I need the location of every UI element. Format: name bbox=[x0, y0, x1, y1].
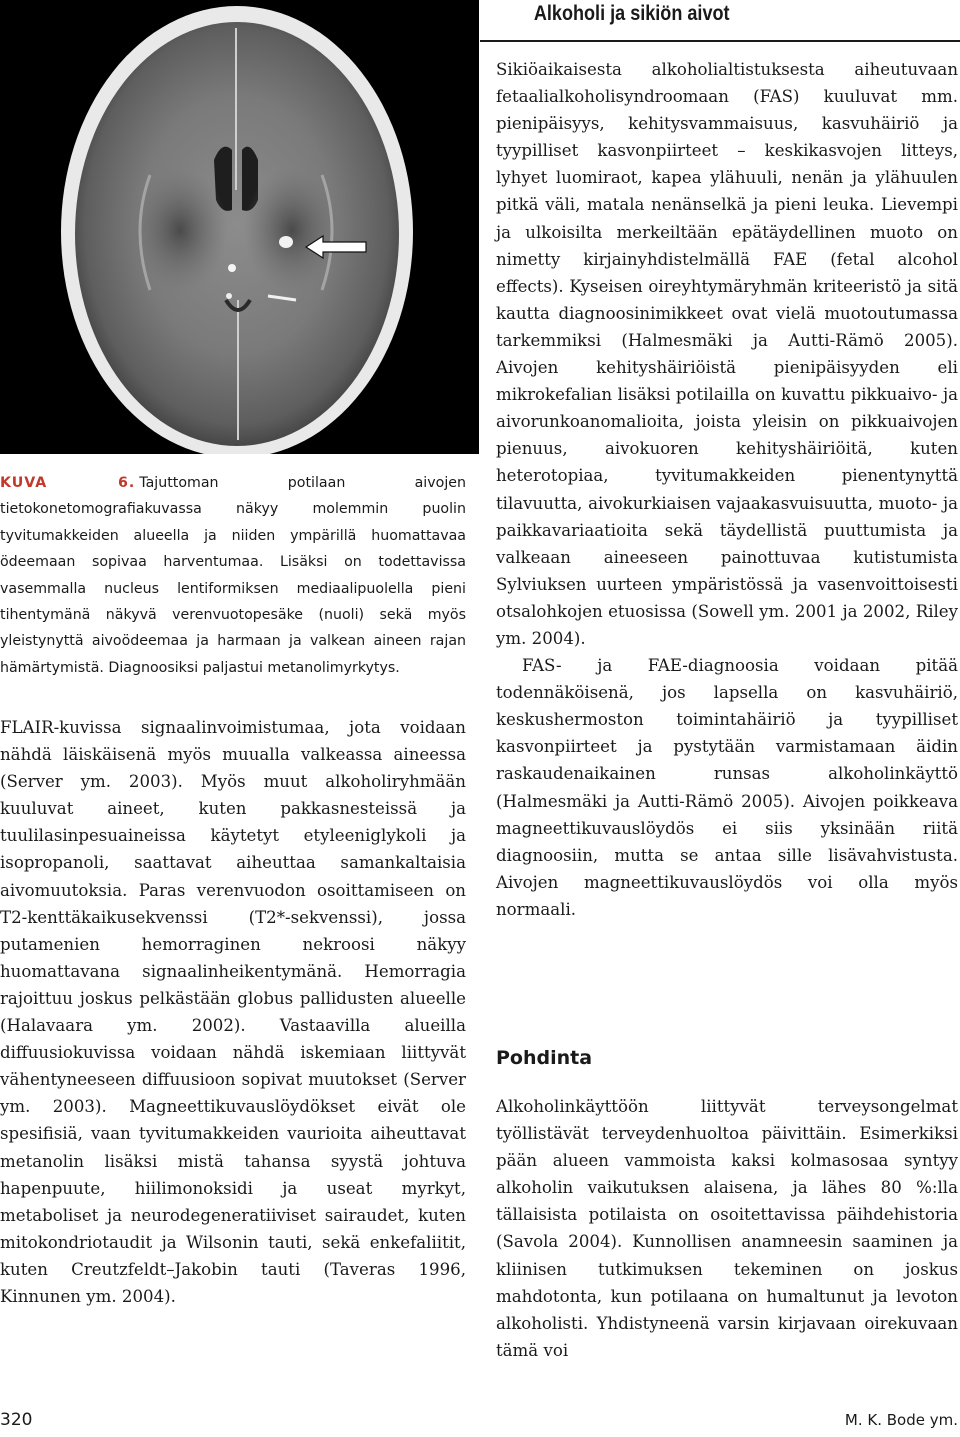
footer-author: M. K. Bode ym. bbox=[844, 1411, 958, 1429]
figure-caption-text: Tajuttoman potilaan aivojen tietokonetomografiakuvassa näkyy molemmin puolin tyvitumakkeiden alueella ja niiden ympärillä huomattavaa ödeemaan sopivaa harventumaa. Lisäksi on todettavissa vasemmalla nucleus lentiformiksen mediaalipuolella pieni tihentymänä näkyvä verenvuotopesäke (nuoli) sekä myös yleistynyttä aivoödeemaa ja harmaan ja valkean aineen rajan hämärtymistä. Diagnoosiksi paljastui metanolimyrkytys. bbox=[0, 475, 466, 676]
ct-scan-image bbox=[0, 0, 479, 454]
ct-scan-figure bbox=[0, 0, 479, 454]
right-column bbox=[496, 56, 958, 923]
right-column-lower bbox=[496, 1093, 958, 1364]
section-heading: Pohdinta bbox=[496, 1047, 593, 1069]
hemorrhage-focus bbox=[279, 236, 293, 248]
figure-label: KUVA 6. bbox=[0, 475, 136, 491]
right-paragraph-1: Sikiöaikaisesta alkoholialtistuksesta aiheutuvaan fetaalialkoholisyndroomaan (FAS) kuuluvat mm. pienipäisyys, kehitysvammaisuus, kasvuhäiriö ja tyypilliset kasvonpiirteet – keskikasvojen litteys, lyhyet luomiraot, kapea ylähuuli, nenän ja ylähuulen pitkä väli, matala nenänselkä ja pieni leuka. Lievempi ja ulkoisilta merkeiltään epätäydellinen muoto on nimetty kirjainyhdistelmällä FAE (fetal alcohol effects). Kyseisen oireyhtymäryhmän kriteeristö ja sitä kautta diagnoosinimikkeet ovat vielä muotoutumassa tarkemmiksi (Halmesmäki ja Autti-Rämö 2005). Aivojen kehityshäiriöistä pienipäisyyden eli mikrokefalian lisäksi potilailla on kuvattu pikkuaivo- ja aivorunkoanomalioita, joista yleisin on pikkuaivojen pienuus, aivokuoren kehityshäiriöitä, kuten heterotopiaa, tyvitumakkeiden pienentynyttä tilavuutta, aivokurkiaisen vajaakasvuisuutta, muoto- ja paikkavariaatioita sekä täydellistä puuttumista ja valkeaan aineeseen painottuvaa kutistumista Sylviuksen uurteen ympäristössä ja vasenvoittoisesti otsalohkojen etuosissa (Sowell ym. 2001 ja 2002, Riley ym. 2004). bbox=[496, 60, 958, 648]
running-header-title: Alkoholi ja sikiön aivot bbox=[534, 2, 730, 25]
figure-caption bbox=[0, 470, 466, 681]
left-paragraph: FLAIR-kuvissa signaalinvoimistumaa, jota voidaan nähdä läiskäisenä myös muualla valkeassa aineessa (Server ym. 2003). Myös muut alkoholiryhmään kuuluvat aineet, kuten pakkasnesteissä ja tuulilasinpesuaineissa käytetyt etyleeniglykoli ja isopropanoli, saattavat aiheuttaa samankaltaisia aivomuutoksia. Paras verenvuodon osoittamiseen on T2-kenttäkaikusekvenssi (T2*-sekvenssi), jossa putamenien hemorraginen nekroosi näkyy huomattavana signaalinheikentymänä. Hemorragia rajoittuu joskus pelkästään globus pallidusten alueelle (Halavaara ym. 2002). Vastaavilla alueilla diffuusiokuvissa voidaan nähdä iskemiaan liittyvät vähentyneeseen diffuusioon sopivat muutokset (Server ym. 2003). Magneettikuvauslöydökset eivät ole spesifisiä, vaan tyvitumakkeiden vaurioita aiheuttavat metanolin lisäksi mistä tahansa syystä johtuva hapenpuute, hiilimonoksidi ja useat myrkyt, metaboliset ja neurodegeneratiiviset sairaudet, kuten mitokondriotaudit ja Wilsonin tauti, sekä enkefaliitit, kuten Creutzfeldt–Jakobin tauti (Taveras 1996, Kinnunen ym. 2004). bbox=[0, 718, 466, 1306]
left-column bbox=[0, 714, 466, 1310]
page-number: 320 bbox=[0, 1410, 33, 1430]
right-paragraph-2: FAS- ja FAE-diagnoosia voidaan pitää todennäköisenä, jos lapsella on kasvuhäiriö, keskushermoston toimintahäiriö ja tyypilliset kasvonpiirteet ja pystytään varmistamaan äidin raskaudenaikainen runsas alkoholinkäyttö (Halmesmäki ja Autti-Rämö 2005). Aivojen poikkeava magneettikuvauslöydös ei siis yksinään riitä diagnoosiin, mutta se antaa sille lisävahvistusta. Aivojen magneettikuvauslöydös voi olla myös normaali. bbox=[496, 656, 958, 919]
right-paragraph-3: Alkoholinkäyttöön liittyvät terveysongelmat työllistävät terveydenhuoltoa päivittäin. Esimerkiksi pään alueen vammoista kaksi kolmasosaa syntyy alkoholin vaikutuksen alaisena, ja lähes 80 %:lla tällaisista potilaista on osoitettavissa päihdehistoria (Savola 2004). Kunnollisen anamneesin saaminen ja kliinisen tutkimuksen tekeminen on joskus mahdotonta, kun potilaana on humaltunut ja levoton alkoholisti. Yhdistyneenä varsin kirjavaan oirekuvaan tämä voi bbox=[496, 1097, 958, 1360]
